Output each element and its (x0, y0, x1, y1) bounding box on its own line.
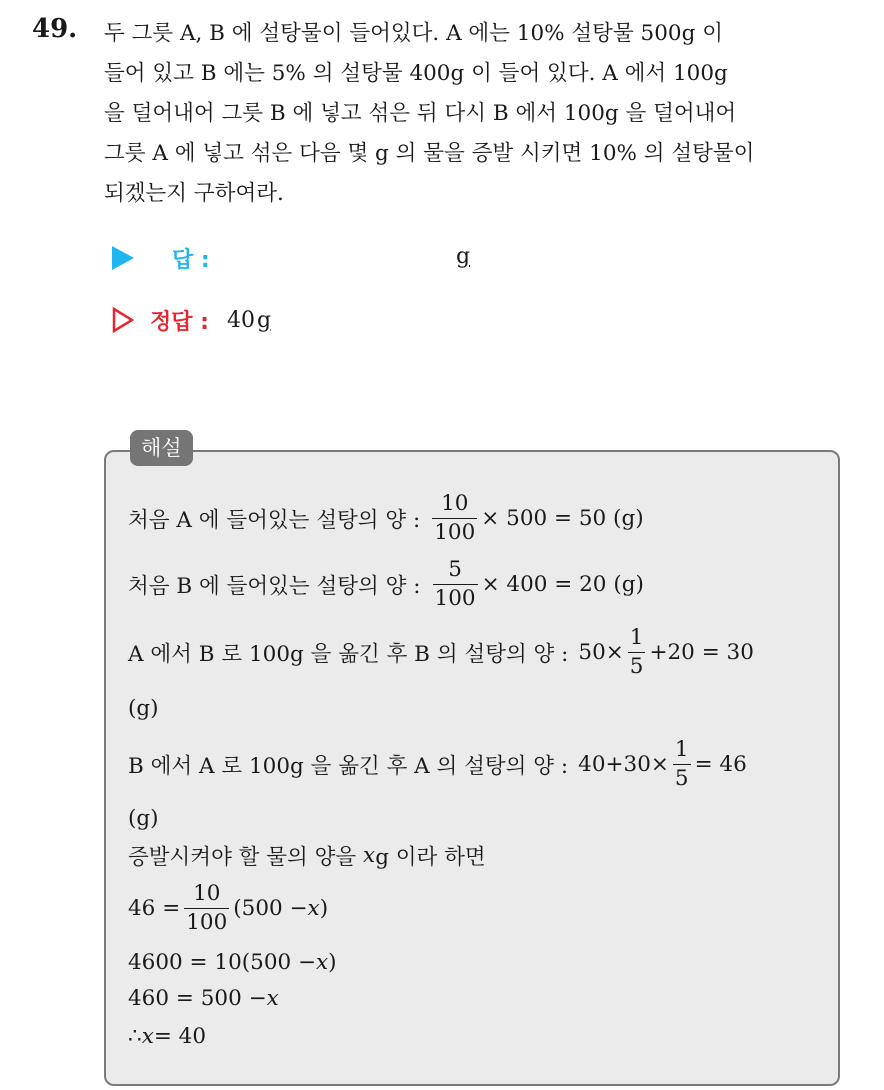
fraction (673, 736, 691, 793)
denominator: 100 (434, 586, 476, 611)
solution-math: 40+30× (578, 752, 669, 777)
variable-x: x (316, 950, 329, 975)
solution-line-3 (128, 624, 754, 681)
solution-math: ) (319, 896, 329, 921)
solution-math: (500 − (233, 896, 308, 921)
solution-line-8 (128, 986, 279, 1011)
fraction (184, 880, 229, 937)
solution-math: × 400 = 20 (g) (481, 572, 644, 597)
solution-math: 460 = 500 − (128, 986, 267, 1011)
solution-text: 처음 B 에 들어있는 설탕의 양 : (128, 574, 421, 599)
question-line: 두 그릇 A, B 에 설탕물이 들어있다. A 에는 10% 설탕물 500g 이 (104, 21, 723, 46)
solution-text: g 이라 하면 (375, 845, 486, 870)
solution-line-7 (128, 950, 337, 975)
play-triangle-icon (112, 246, 134, 270)
solution-line-2 (128, 556, 644, 613)
solution-math: ) (328, 950, 337, 975)
variable-x: x (141, 1024, 154, 1049)
question-line: 되겠는지 구하여라. (104, 181, 284, 206)
solution-line-4b (128, 806, 159, 831)
numerator: 1 (674, 737, 689, 762)
solution-tag: 해설 (130, 430, 193, 466)
question-number: 49. (32, 14, 78, 44)
solution-math: +20 = 30 (649, 640, 754, 665)
outline-triangle-icon (112, 307, 134, 333)
solution-math: = 46 (694, 752, 747, 777)
question-line: 들어 있고 B 에는 5% 의 설탕물 400g 이 들어 있다. A 에서 100g (104, 61, 728, 86)
solution-line-6 (128, 880, 328, 937)
solution-text: (g) (128, 806, 159, 831)
correct-unit: g (256, 307, 272, 333)
fraction (432, 490, 477, 547)
solution-line-5 (128, 840, 486, 871)
denominator: 100 (434, 520, 476, 545)
solution-text: B 에서 A 로 100g 을 옮긴 후 A 의 설탕의 양 : (128, 754, 569, 779)
solution-line-1 (128, 490, 644, 547)
variable-x: x (363, 843, 376, 868)
question-line: 을 덜어내어 그릇 B 에 넣고 섞은 뒤 다시 B 에서 100g 을 덜어내어 (104, 101, 737, 126)
correct-value (227, 308, 271, 333)
solution-text: 처음 A 에 들어있는 설탕의 양 : (128, 508, 421, 533)
denominator: 5 (629, 654, 644, 679)
solution-math: = 40 (153, 1024, 207, 1049)
solution-line-9 (128, 1024, 206, 1049)
numerator: 5 (448, 557, 462, 582)
denominator: 100 (186, 910, 228, 935)
answer-row (112, 238, 210, 278)
numerator: 1 (629, 625, 644, 650)
correct-number: 40 (226, 307, 255, 333)
correct-answer-row (112, 300, 271, 340)
solution-line-3b (128, 696, 159, 721)
numerator: 10 (193, 881, 221, 906)
numerator: 10 (441, 491, 469, 516)
solution-math: 46 = (128, 896, 181, 921)
solution-math: 4600 = 10(500 − (128, 950, 317, 975)
answer-unit: g (456, 244, 471, 269)
variable-x: x (266, 986, 279, 1011)
question-text (104, 14, 864, 214)
solution-text: 증발시켜야 할 물의 양을 (128, 845, 357, 870)
solution-line-4 (128, 736, 747, 793)
therefore-symbol: ∴ (128, 1024, 142, 1049)
correct-label: 정답 : (150, 309, 209, 335)
fraction (628, 624, 646, 681)
fraction (433, 556, 478, 613)
solution-text: (g) (128, 696, 159, 721)
solution-math: 50× (578, 640, 624, 665)
solution-text: A 에서 B 로 100g 을 옮긴 후 B 의 설탕의 양 : (128, 642, 569, 667)
variable-x: x (307, 896, 320, 921)
answer-label: 답 : (172, 247, 210, 273)
question-line: 그릇 A 에 넣고 섞은 다음 몇 g 의 물을 증발 시키면 10% 의 설탕물이 (104, 141, 755, 166)
denominator: 5 (674, 766, 689, 791)
solution-math: × 500 = 50 (g) (481, 506, 644, 531)
